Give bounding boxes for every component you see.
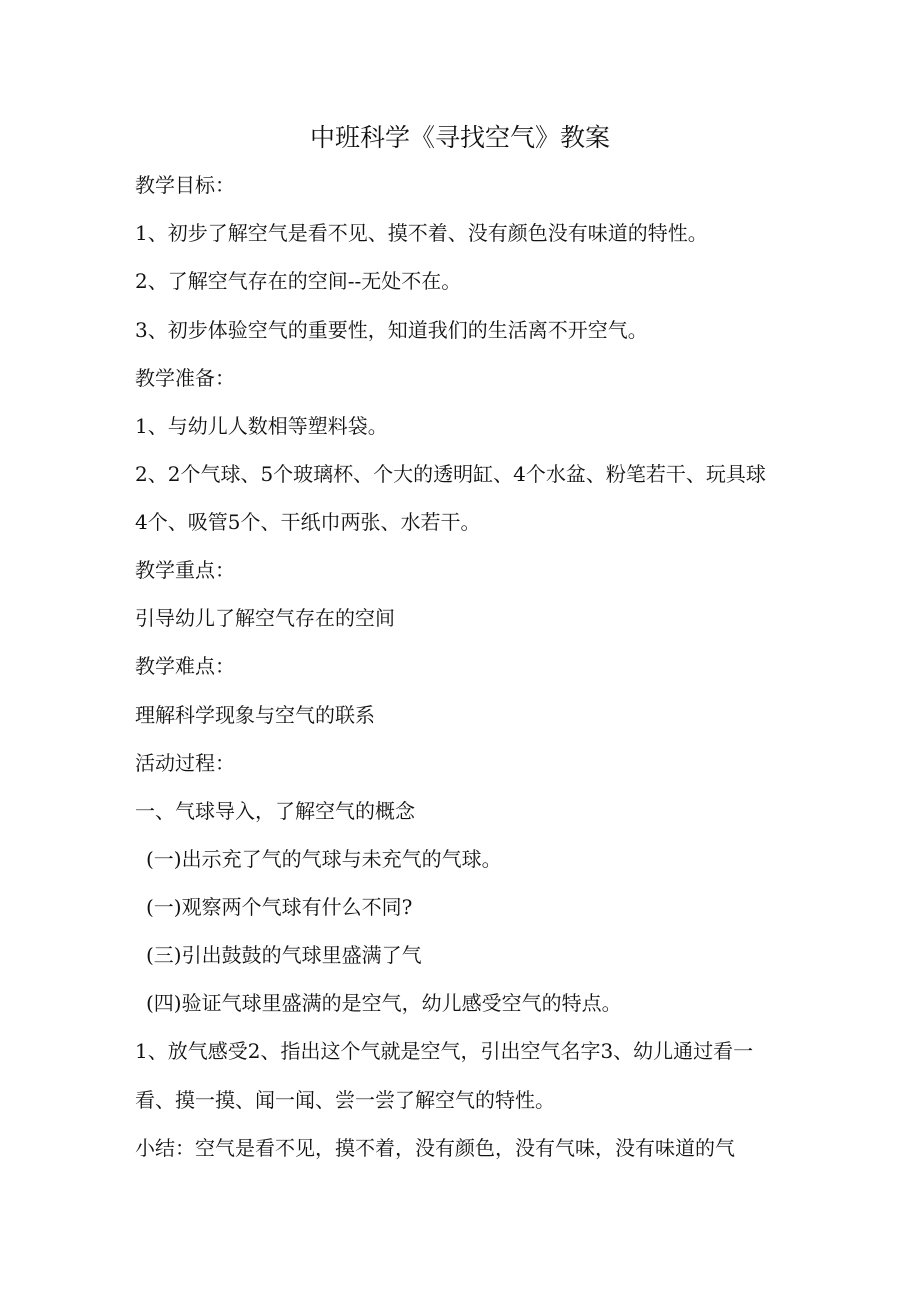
experience-text-cont: 看、摸一摸、闻一闻、尝一尝了解空气的特性。 <box>135 1088 555 1112</box>
heading-activity-process: 活动过程： <box>135 751 235 775</box>
step-item-2: (一)观察两个气球有什么不同? <box>146 895 413 919</box>
step-item-1: (一)出示充了气的气球与未充气的气球。 <box>146 847 502 871</box>
heading-teaching-goals: 教学目标： <box>135 173 235 197</box>
step-item-3: (三)引出鼓鼓的气球里盛满了气 <box>146 943 422 967</box>
prep-item-1: 1、与幼儿人数相等塑料袋。 <box>135 414 388 438</box>
heading-key-point: 教学重点： <box>135 558 235 582</box>
prep-item-2: 2、2个气球、5个玻璃杯、个大的透明缸、4个水盆、粉笔若干、玩具球 <box>135 462 766 486</box>
heading-teaching-prep: 教学准备： <box>135 366 235 390</box>
goal-item-2: 2、了解空气存在的空间--无处不在。 <box>135 269 462 293</box>
section-one-heading: 一、气球导入，了解空气的概念 <box>135 799 415 823</box>
summary-text: 小结：空气是看不见，摸不着，没有颜色，没有气味，没有味道的气 <box>135 1136 735 1160</box>
key-point-text: 引导幼儿了解空气存在的空间 <box>135 606 395 630</box>
step-item-4: (四)验证气球里盛满的是空气，幼儿感受空气的特点。 <box>146 991 622 1015</box>
heading-difficulty: 教学难点： <box>135 654 235 678</box>
difficulty-text: 理解科学现象与空气的联系 <box>135 703 375 727</box>
goal-item-3: 3、初步体验空气的重要性，知道我们的生活离不开空气。 <box>135 318 648 342</box>
goal-item-1: 1、初步了解空气是看不见、摸不着、没有颜色没有味道的特性。 <box>135 221 708 245</box>
page-title: 中班科学《寻找空气》教案 <box>309 123 610 152</box>
prep-item-2-cont: 4个、吸管5个、干纸巾两张、水若干。 <box>135 510 481 534</box>
experience-text: 1、放气感受2、指出这个气就是空气，引出空气名字3、幼儿通过看一 <box>135 1039 754 1063</box>
